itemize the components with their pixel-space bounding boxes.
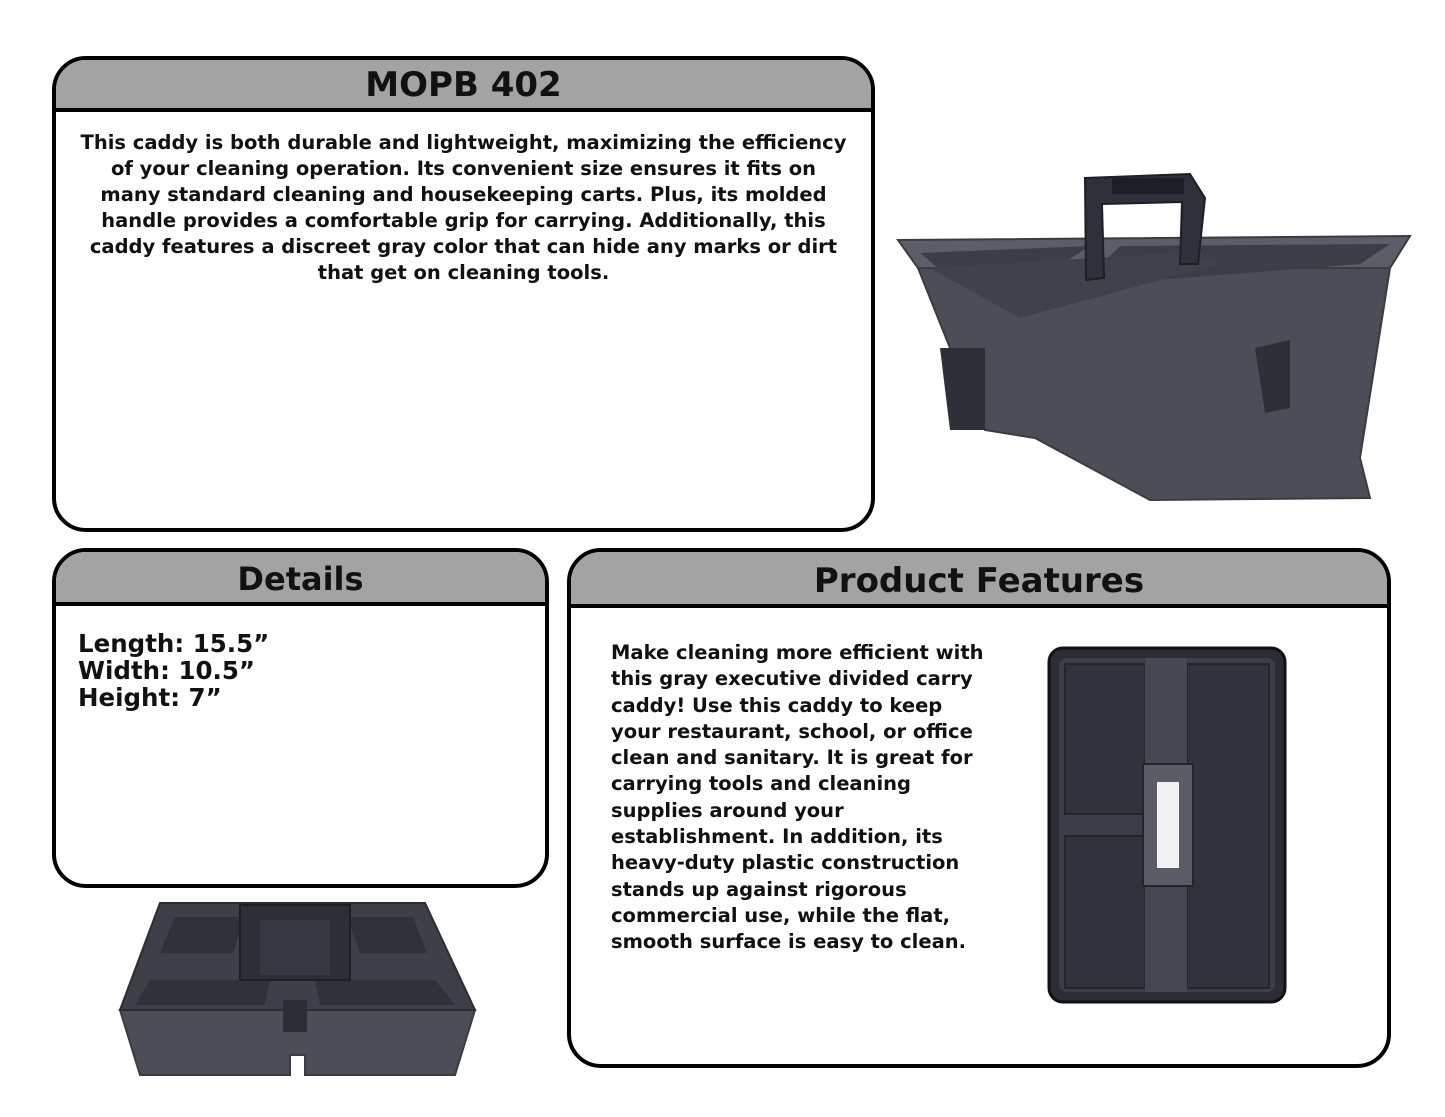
details-panel [52, 548, 549, 888]
features-panel [567, 548, 1391, 1068]
features-title: Product Features [813, 561, 1145, 601]
details-panel-header [56, 552, 545, 606]
details-title: Details [237, 560, 364, 598]
height-value: Height: 7” [78, 683, 222, 712]
width-value: Width: 10.5” [78, 656, 255, 685]
description-panel-header [56, 60, 871, 112]
dimensions-list [78, 630, 545, 711]
product-code-title: MOPB 402 [365, 65, 562, 105]
length-value: Length: 15.5” [78, 629, 270, 658]
caddy-front-image [115, 895, 480, 1085]
description-panel [52, 56, 875, 532]
product-description: This caddy is both durable and lightweight, maximizing the efficiency of your cleaning operation. Its convenient size ensures it fits on many standard cleaning and housekeeping carts. Plus, its molded handle provides a comfortable grip for carrying. Additionally, this caddy features a discreet gray color that can hide any marks or dirt that get on cleaning tools. [80, 131, 847, 284]
caddy-angled-image [890, 168, 1420, 508]
features-panel-header [571, 552, 1387, 608]
caddy-top-image [1045, 644, 1290, 1006]
features-description: Make cleaning more efficient with this gray executive divided carry caddy! Use this caddy to keep your restaurant, school, or office clean and sanitary. It is great for carrying tools and cleaning supplies around your establishment. In addition, its heavy-duty plastic construction stands up against rigorous commercial use, while the flat, smooth surface is easy to clean. [611, 641, 984, 954]
